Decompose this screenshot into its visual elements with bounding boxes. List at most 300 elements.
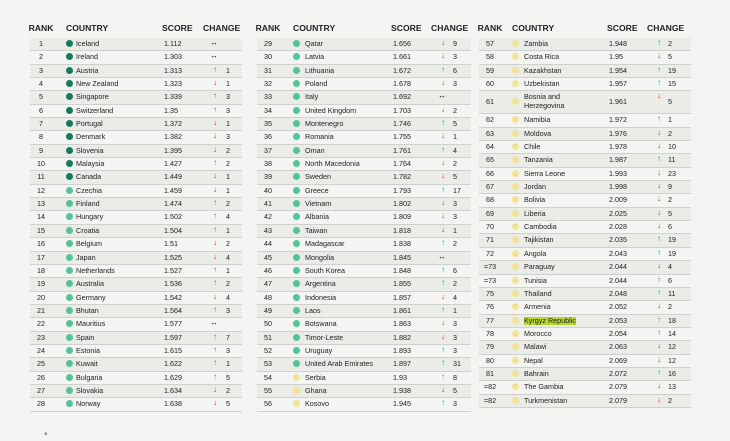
score-level-dot xyxy=(293,334,300,341)
score-cell: 1.948 xyxy=(609,39,627,48)
rank-cell: 69 xyxy=(486,208,494,218)
score-level-dot xyxy=(66,120,73,127)
change-cell: 3 xyxy=(226,305,230,315)
header-score: SCORE xyxy=(391,23,422,33)
score-cell: 1.527 xyxy=(164,265,182,275)
score-level-dot xyxy=(293,107,300,114)
change-cell: 5 xyxy=(668,52,672,62)
country-cell: Zambia xyxy=(524,39,548,48)
country-cell: Kosovo xyxy=(305,399,329,409)
arrow-down-icon: ↓ xyxy=(441,51,445,61)
rank-cell: 50 xyxy=(264,319,272,329)
table-row xyxy=(479,168,691,181)
score-cell: 1.504 xyxy=(164,225,182,235)
country-cell: Hungary xyxy=(76,212,104,222)
rank-cell: 13 xyxy=(37,199,45,209)
score-level-dot xyxy=(293,120,300,127)
country-cell: Norway xyxy=(76,399,101,409)
rank-cell: 68 xyxy=(486,195,494,205)
arrow-up-icon: ↑ xyxy=(657,38,661,47)
country-cell: Albania xyxy=(305,212,329,222)
table-header xyxy=(257,18,471,38)
arrow-both-icon: ↔ xyxy=(438,251,446,261)
table-row xyxy=(257,372,471,385)
country-cell: Malaysia xyxy=(76,159,105,169)
table-row xyxy=(30,91,242,104)
table-row xyxy=(479,154,691,167)
score-cell: 1.703 xyxy=(393,105,411,115)
score-cell: 1.957 xyxy=(609,79,627,89)
arrow-down-icon: ↓ xyxy=(441,78,445,88)
table-row xyxy=(30,385,242,398)
score-cell: 1.746 xyxy=(393,119,411,129)
arrow-down-icon: ↓ xyxy=(441,171,445,181)
score-level-dot xyxy=(293,360,300,367)
arrow-up-icon: ↑ xyxy=(441,398,445,408)
change-cell: 18 xyxy=(668,315,676,325)
rank-cell: 62 xyxy=(486,115,494,125)
arrow-down-icon: ↓ xyxy=(657,194,661,204)
table-row xyxy=(479,141,691,154)
table-row xyxy=(30,358,242,371)
change-cell: 2 xyxy=(226,239,230,249)
change-cell: 12 xyxy=(668,342,676,352)
arrow-up-icon: ↑ xyxy=(213,358,217,368)
rank-cell: 53 xyxy=(264,359,272,369)
arrow-up-icon: ↑ xyxy=(213,64,217,74)
arrow-up-icon: ↑ xyxy=(657,274,661,284)
country-cell: North Macedonia xyxy=(305,159,360,169)
table-row xyxy=(257,358,471,371)
rank-cell: 41 xyxy=(264,199,272,209)
country-cell: Botswana xyxy=(305,319,337,329)
table-row xyxy=(30,292,242,305)
country-cell: Kazakhstan xyxy=(524,65,562,75)
score-cell: 2.044 xyxy=(609,262,627,272)
change-cell: 5 xyxy=(453,172,457,182)
country-cell: Malawi xyxy=(524,342,547,352)
country-cell: Belgium xyxy=(76,239,102,249)
change-cell: 3 xyxy=(453,319,457,329)
country-cell: Bhutan xyxy=(76,305,99,315)
country-cell: Netherlands xyxy=(76,265,115,275)
change-cell: 2 xyxy=(226,279,230,289)
change-cell: 7 xyxy=(226,332,230,342)
change-cell: 11 xyxy=(668,155,676,165)
score-cell: 1.809 xyxy=(393,212,411,222)
table-row xyxy=(479,65,691,78)
score-cell: 1.93 xyxy=(393,372,407,382)
score-cell: 1.998 xyxy=(609,182,627,192)
country-cell: Singapore xyxy=(76,92,109,102)
arrow-up-icon: ↑ xyxy=(441,278,445,288)
score-level-dot xyxy=(66,320,73,327)
score-cell: 1.976 xyxy=(609,128,627,138)
country-cell: Bosnia and Herzegovina xyxy=(524,92,565,110)
rank-cell: 28 xyxy=(37,399,45,409)
rank-cell: 20 xyxy=(37,292,45,302)
arrow-down-icon: ↓ xyxy=(213,131,217,141)
score-cell: 1.112 xyxy=(164,39,182,48)
table-row xyxy=(479,355,691,368)
arrow-both-icon: ↔ xyxy=(210,318,218,328)
score-cell: 1.542 xyxy=(164,292,182,302)
score-cell: 1.972 xyxy=(609,115,627,125)
change-cell: 9 xyxy=(668,182,672,192)
arrow-up-icon: ↑ xyxy=(441,344,445,354)
score-level-dot xyxy=(293,374,300,381)
rank-cell: 7 xyxy=(39,119,43,129)
score-cell: 1.987 xyxy=(609,155,627,165)
arrow-both-icon: ↔ xyxy=(210,51,218,61)
score-cell: 1.656 xyxy=(393,39,411,48)
score-level-dot xyxy=(66,240,73,247)
rank-cell: 46 xyxy=(264,265,272,275)
arrow-down-icon: ↓ xyxy=(441,211,445,221)
score-level-dot xyxy=(293,400,300,407)
country-cell: Vietnam xyxy=(305,199,332,209)
header-rank: RANK xyxy=(477,23,503,33)
rank-cell: 6 xyxy=(39,105,43,115)
score-level-dot xyxy=(512,290,519,297)
rank-cell: 75 xyxy=(486,288,494,298)
country-cell: Germany xyxy=(76,292,106,302)
arrow-down-icon: ↓ xyxy=(441,38,445,47)
table-row xyxy=(30,225,242,238)
score-cell: 1.861 xyxy=(393,305,411,315)
table-row xyxy=(257,105,471,118)
table-row xyxy=(479,51,691,64)
country-cell: Thailand xyxy=(524,288,552,298)
table-body xyxy=(30,38,242,412)
rank-cell: 35 xyxy=(264,119,272,129)
rank-cell: 27 xyxy=(37,385,45,395)
table-row xyxy=(257,225,471,238)
score-level-dot xyxy=(66,67,73,74)
rank-cell: 42 xyxy=(264,212,272,222)
rank-cell: 22 xyxy=(37,319,45,329)
table-row xyxy=(479,78,691,91)
header-score: SCORE xyxy=(162,23,193,33)
country-cell: Madagascar xyxy=(305,239,345,249)
change-cell: 3 xyxy=(453,52,457,62)
table-body xyxy=(479,38,691,408)
change-cell: 4 xyxy=(226,212,230,222)
score-level-dot xyxy=(293,160,300,167)
table-row xyxy=(257,318,471,331)
change-cell: 15 xyxy=(668,79,676,89)
change-cell: 13 xyxy=(668,382,676,392)
score-level-dot xyxy=(66,387,73,394)
country-cell: Estonia xyxy=(76,345,100,355)
change-cell: 1 xyxy=(226,65,230,75)
arrow-down-icon: ↓ xyxy=(657,261,661,271)
header-country: COUNTRY xyxy=(66,23,109,33)
arrow-up-icon: ↑ xyxy=(441,358,445,368)
score-level-dot xyxy=(512,236,519,243)
rank-cell: 80 xyxy=(486,355,494,365)
change-cell: 5 xyxy=(226,399,230,409)
score-level-dot xyxy=(512,156,519,163)
score-level-dot xyxy=(293,93,300,100)
table-row xyxy=(257,332,471,345)
change-cell: 1 xyxy=(226,225,230,235)
score-level-dot xyxy=(512,130,519,137)
country-cell: United Kingdom xyxy=(305,105,357,115)
country-cell: Nepal xyxy=(524,355,543,365)
score-level-dot xyxy=(512,67,519,74)
score-cell: 1.372 xyxy=(164,119,182,129)
rank-cell: 59 xyxy=(486,65,494,75)
table-row xyxy=(257,145,471,158)
rank-cell: 32 xyxy=(264,79,272,89)
country-cell: Morocco xyxy=(524,328,552,338)
rank-cell: 17 xyxy=(37,252,45,262)
table-row xyxy=(257,385,471,398)
country-cell: Mongolia xyxy=(305,252,335,262)
arrow-up-icon: ↑ xyxy=(441,238,445,248)
arrow-up-icon: ↑ xyxy=(441,64,445,74)
score-level-dot xyxy=(512,170,519,177)
footer-mark: ° xyxy=(44,431,48,441)
rank-cell: 15 xyxy=(37,225,45,235)
country-cell: Romania xyxy=(305,132,334,142)
table-row xyxy=(30,78,242,91)
arrow-down-icon: ↓ xyxy=(657,381,661,391)
country-cell: Taiwan xyxy=(305,225,328,235)
rank-cell: 67 xyxy=(486,182,494,192)
rank-cell: 64 xyxy=(486,142,494,152)
rank-cell: 11 xyxy=(37,172,45,182)
change-cell: 6 xyxy=(453,65,457,75)
country-cell: Croatia xyxy=(76,225,100,235)
score-cell: 1.678 xyxy=(393,79,411,89)
country-cell: Qatar xyxy=(305,39,323,48)
country-cell: Argentina xyxy=(305,279,336,289)
score-level-dot xyxy=(293,347,300,354)
arrow-up-icon: ↑ xyxy=(657,327,661,337)
table-row xyxy=(479,91,691,114)
arrow-down-icon: ↓ xyxy=(441,198,445,208)
table-row xyxy=(257,91,471,104)
change-cell: 1 xyxy=(226,265,230,275)
score-level-dot xyxy=(293,67,300,74)
score-cell: 1.978 xyxy=(609,142,627,152)
score-cell: 1.427 xyxy=(164,159,182,169)
country-cell: South Korea xyxy=(305,265,345,275)
arrow-down-icon: ↓ xyxy=(657,221,661,231)
arrow-up-icon: ↑ xyxy=(213,198,217,208)
table-row xyxy=(257,252,471,265)
score-cell: 1.449 xyxy=(164,172,182,182)
rank-cell: 60 xyxy=(486,79,494,89)
score-level-dot xyxy=(66,254,73,261)
change-cell: 4 xyxy=(226,292,230,302)
table-row xyxy=(257,131,471,144)
change-cell: 2 xyxy=(226,385,230,395)
score-level-dot xyxy=(512,183,519,190)
score-level-dot xyxy=(66,347,73,354)
score-level-dot xyxy=(66,267,73,274)
score-level-dot xyxy=(512,98,519,105)
change-cell: 2 xyxy=(668,302,672,312)
arrow-down-icon: ↓ xyxy=(213,118,217,128)
arrow-both-icon: ↔ xyxy=(438,91,446,101)
rank-cell: 38 xyxy=(264,159,272,169)
rank-cell: 54 xyxy=(264,372,272,382)
table-header xyxy=(479,18,691,38)
country-cell: Indonesia xyxy=(305,292,337,302)
rank-cell: 61 xyxy=(486,97,494,107)
table-row xyxy=(479,234,691,247)
change-cell: 2 xyxy=(668,128,672,138)
score-cell: 1.993 xyxy=(609,168,627,178)
header-score: SCORE xyxy=(607,23,638,33)
score-cell: 1.945 xyxy=(393,399,411,409)
change-cell: 5 xyxy=(668,208,672,218)
arrow-down-icon: ↓ xyxy=(657,207,661,217)
country-cell: Canada xyxy=(76,172,102,182)
rank-cell: 63 xyxy=(486,128,494,138)
change-cell: 2 xyxy=(453,239,457,249)
change-cell: 1 xyxy=(453,225,457,235)
score-cell: 1.761 xyxy=(393,145,411,155)
country-cell: Finland xyxy=(76,199,100,209)
arrow-down-icon: ↓ xyxy=(657,51,661,61)
arrow-down-icon: ↓ xyxy=(213,184,217,194)
table-row xyxy=(30,252,242,265)
change-cell: 2 xyxy=(226,159,230,169)
score-level-dot xyxy=(66,160,73,167)
score-level-dot xyxy=(66,213,73,220)
table-row xyxy=(30,65,242,78)
arrow-down-icon: ↓ xyxy=(213,398,217,408)
rank-cell: 31 xyxy=(264,65,272,75)
score-cell: 1.474 xyxy=(164,199,182,209)
rank-cell: 78 xyxy=(486,328,494,338)
score-cell: 2.079 xyxy=(609,395,627,405)
table-row xyxy=(30,238,242,251)
change-cell: 6 xyxy=(668,222,672,232)
country-cell: Bulgaria xyxy=(76,372,103,382)
table-row xyxy=(30,318,242,331)
change-cell: 19 xyxy=(668,65,676,75)
score-level-dot xyxy=(66,400,73,407)
arrow-up-icon: ↑ xyxy=(441,304,445,314)
score-level-dot xyxy=(293,227,300,234)
rank-cell: 77 xyxy=(486,315,494,325)
country-cell: Portugal xyxy=(76,119,103,129)
change-cell: 6 xyxy=(453,265,457,275)
arrow-up-icon: ↑ xyxy=(213,304,217,314)
score-cell: 2.043 xyxy=(609,248,627,258)
country-cell: Kuwait xyxy=(76,359,98,369)
rank-cell: 19 xyxy=(37,279,45,289)
country-cell: Latvia xyxy=(305,52,325,62)
table-row xyxy=(257,265,471,278)
table-row xyxy=(257,398,471,411)
score-level-dot xyxy=(66,173,73,180)
rank-cell: 30 xyxy=(264,52,272,62)
country-cell: Tanzania xyxy=(524,155,553,165)
score-cell: 1.564 xyxy=(164,305,182,315)
rank-cell: 1 xyxy=(39,39,43,48)
rank-cell: 58 xyxy=(486,52,494,62)
score-level-dot xyxy=(293,133,300,140)
rank-cell: 65 xyxy=(486,155,494,165)
score-level-dot xyxy=(66,187,73,194)
country-cell: Poland xyxy=(305,79,328,89)
table-row xyxy=(479,181,691,194)
rank-cell: 3 xyxy=(39,65,43,75)
change-cell: 2 xyxy=(453,279,457,289)
score-cell: 2.072 xyxy=(609,368,627,378)
change-cell: 2 xyxy=(668,39,672,48)
arrow-both-icon: ↔ xyxy=(210,38,218,47)
change-cell: 3 xyxy=(226,92,230,102)
arrow-up-icon: ↑ xyxy=(213,91,217,101)
arrow-up-icon: ↑ xyxy=(213,158,217,168)
score-level-dot xyxy=(293,173,300,180)
table-row xyxy=(257,305,471,318)
country-cell: Bahrain xyxy=(524,368,549,378)
score-cell: 2.054 xyxy=(609,328,627,338)
country-cell: Moldova xyxy=(524,128,552,138)
rank-cell: 52 xyxy=(264,345,272,355)
change-cell: 1 xyxy=(226,79,230,89)
score-cell: 1.95 xyxy=(609,52,623,62)
country-cell: Spain xyxy=(76,332,95,342)
table-row xyxy=(257,292,471,305)
country-cell: Uzbekistan xyxy=(524,79,560,89)
rank-cell: =82 xyxy=(483,382,497,392)
arrow-down-icon: ↓ xyxy=(657,91,661,101)
table-row xyxy=(257,198,471,211)
country-cell: Ghana xyxy=(305,385,327,395)
arrow-down-icon: ↓ xyxy=(213,238,217,248)
arrow-down-icon: ↓ xyxy=(213,171,217,181)
score-level-dot xyxy=(293,200,300,207)
country-cell: Namibia xyxy=(524,115,551,125)
rank-cell: 66 xyxy=(486,168,494,178)
arrow-down-icon: ↓ xyxy=(657,394,661,404)
rank-cell: 4 xyxy=(39,79,43,89)
score-level-dot xyxy=(512,80,519,87)
change-cell: 1 xyxy=(453,132,457,142)
country-cell: Slovenia xyxy=(76,145,104,155)
table-row xyxy=(257,118,471,131)
arrow-down-icon: ↓ xyxy=(657,141,661,151)
country-cell: Paraguay xyxy=(524,262,555,272)
country-cell: Ireland xyxy=(76,52,98,62)
score-cell: 1.313 xyxy=(164,65,182,75)
table-row xyxy=(30,145,242,158)
arrow-up-icon: ↑ xyxy=(441,144,445,154)
score-level-dot xyxy=(293,307,300,314)
table-row xyxy=(30,278,242,291)
score-level-dot xyxy=(293,254,300,261)
header-change: CHANGE xyxy=(647,23,685,33)
rank-cell: 51 xyxy=(264,332,272,342)
country-cell: Tunisia xyxy=(524,275,547,285)
change-cell: 2 xyxy=(226,145,230,155)
country-cell: Czechia xyxy=(76,185,102,195)
rank-cell: 40 xyxy=(264,185,272,195)
table-row xyxy=(479,248,691,261)
score-level-dot xyxy=(66,200,73,207)
country-cell: Greece xyxy=(305,185,329,195)
arrow-down-icon: ↓ xyxy=(441,131,445,141)
